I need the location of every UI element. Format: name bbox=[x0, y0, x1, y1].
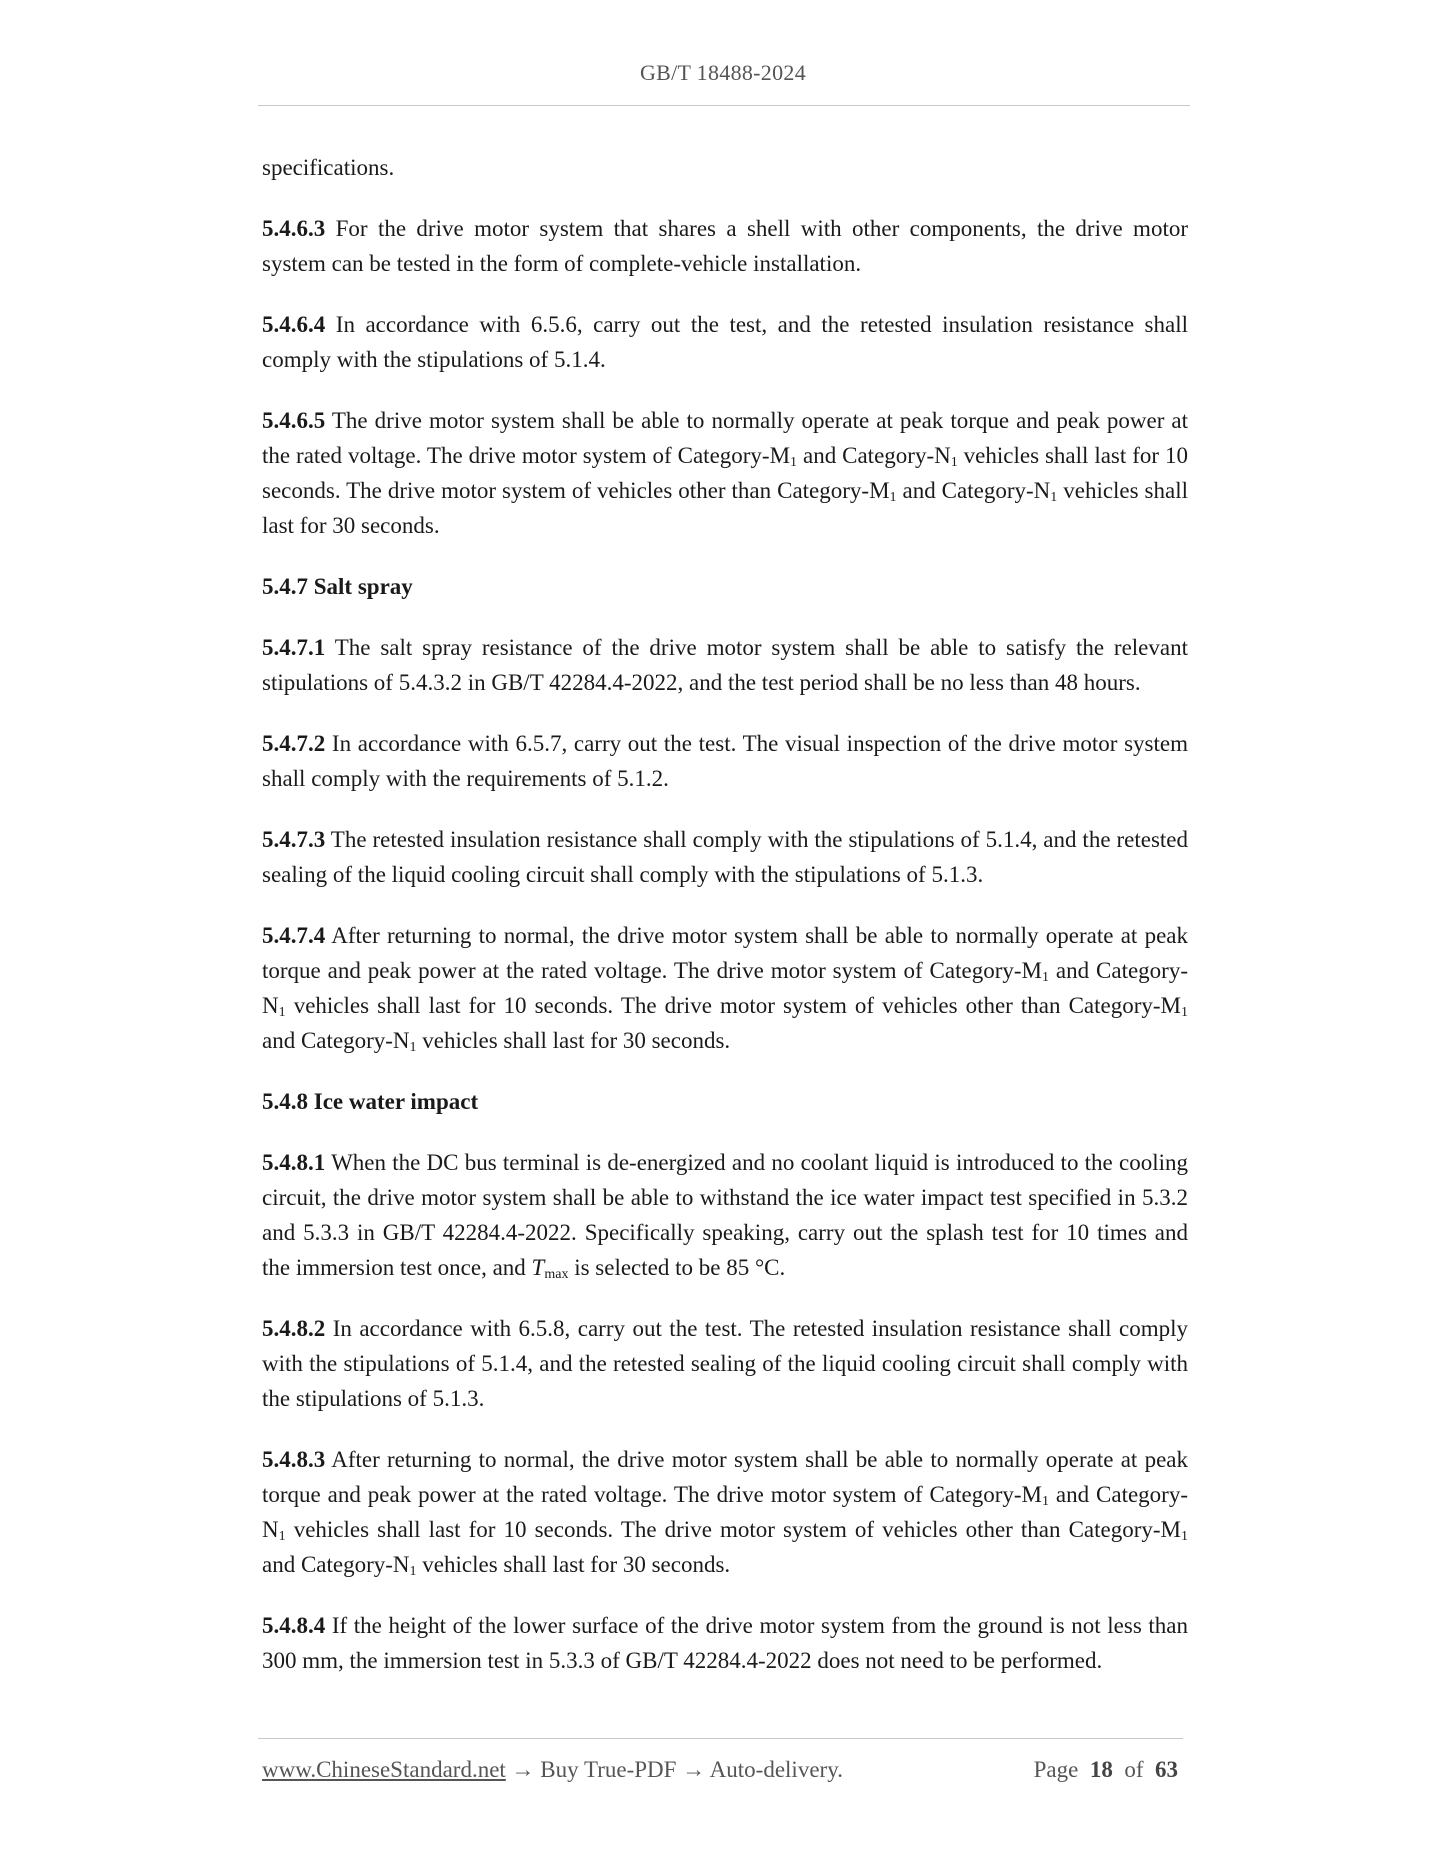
page-footer bbox=[262, 1757, 1182, 1791]
paragraph-continuation: specifications. bbox=[262, 155, 395, 180]
section-heading-salt-spray: 5.4.7 Salt spray bbox=[262, 574, 413, 599]
clause-5-4-8-1: 5.4.8.1 When the DC bus terminal is de-energized and no coolant liquid is introduced to the cooling circuit, the drive motor system shall be able to withstand the ice water impact test specified in 5.3.2 and 5.3.3 in GB/T 42284.4-2022. Specifically speaking, carry out the splash test for 10 times and the immersion test once, and $T_{max}$ is selected to be 85 °C. bbox=[262, 1150, 1188, 1282]
tmax-symbol: T bbox=[531, 1255, 545, 1280]
clause-number: 5.4.7.4 bbox=[262, 923, 326, 948]
clause-text: In accordance with 6.5.7, carry out the test. The visual inspection of the drive motor system shall comply with the requirements of 5.1.2. bbox=[262, 731, 1188, 791]
clause-number: 5.4.8.3 bbox=[262, 1447, 326, 1472]
clause-number: 5.4.6.4 bbox=[262, 312, 326, 337]
clause-text: If the height of the lower surface of the drive motor system from the ground is not less than 300 mm, the immersion test in 5.3.3 of GB/T 42284.4-2022 does not need to be performed. bbox=[262, 1613, 1188, 1673]
clause-text: In accordance with 6.5.8, carry out the test. The retested insulation resistance shall comply with the stipulations of 5.1.4, and the retested sealing of the liquid cooling circuit shall comply with the stipulations of 5.1.3. bbox=[262, 1316, 1188, 1411]
clause-text: The salt spray resistance of the drive motor system shall be able to satisfy the relevant stipulations of 5.4.3.2 in GB/T 42284.4-2022, and the test period shall be no less than 48 hours. bbox=[262, 635, 1188, 695]
clause-number: 5.4.7.2 bbox=[262, 731, 326, 756]
arrow-right-icon: → bbox=[676, 1757, 710, 1782]
page-indicator: Page 18 of 63 bbox=[1033, 1757, 1178, 1782]
section-heading-ice-water-impact: 5.4.8 Ice water impact bbox=[262, 1089, 479, 1114]
clause-text: For the drive motor system that shares a shell with other components, the drive motor system can be tested in the form of complete-vehicle installation. bbox=[262, 216, 1188, 276]
clause-number: 5.4.6.5 bbox=[262, 408, 326, 433]
chinesestandard-link[interactable]: www.ChineseStandard.net bbox=[262, 1757, 506, 1782]
clause-number: 5.4.8.2 bbox=[262, 1316, 326, 1341]
clause-number: 5.4.8.4 bbox=[262, 1613, 326, 1638]
clause-5-4-6-5: 5.4.6.5 The drive motor system shall be able to normally operate at peak torque and peak power at the rated voltage. The drive motor system of Category-$M_1$ and Category-$N_1$ vehicles shall last for 10 seconds. The drive motor system of vehicles other than Category-$M_1$ and Category-$N_1$ vehicles shall last for 30 seconds. bbox=[262, 408, 1189, 538]
clause-number: 5.4.7.3 bbox=[262, 827, 326, 852]
clause-5-4-7-1 bbox=[262, 630, 1188, 700]
clause-5-4-6-3 bbox=[262, 211, 1188, 281]
buy-true-pdf-text: Buy True-PDF bbox=[540, 1757, 677, 1782]
footer-divider bbox=[258, 1738, 1183, 1739]
clause-5-4-8-2 bbox=[262, 1311, 1188, 1416]
clause-number: 5.4.8.1 bbox=[262, 1150, 326, 1175]
header-divider bbox=[258, 105, 1190, 106]
current-page-number: 18 bbox=[1089, 1757, 1113, 1782]
header-title: GB/T 18488-2024 bbox=[639, 60, 807, 85]
clause-5-4-6-4 bbox=[262, 307, 1188, 377]
document-body bbox=[262, 150, 1188, 1704]
clause-text: The retested insulation resistance shall comply with the stipulations of 5.1.4, and the retested sealing of the liquid cooling circuit shall comply with the stipulations of 5.1.3. bbox=[262, 827, 1188, 887]
arrow-right-icon: → bbox=[505, 1757, 541, 1782]
clause-number: 5.4.7.1 bbox=[262, 635, 326, 660]
clause-5-4-7-2 bbox=[262, 726, 1188, 796]
auto-delivery-text: Auto-delivery. bbox=[709, 1757, 843, 1782]
page-header bbox=[258, 60, 1188, 86]
clause-5-4-7-3 bbox=[262, 822, 1188, 892]
clause-number: 5.4.6.3 bbox=[262, 216, 326, 241]
clause-5-4-7-4: 5.4.7.4 After returning to normal, the drive motor system shall be able to normally operate at peak torque and peak power at the rated voltage. The drive motor system of Category-$M_1$ and Category-$N_1$ vehicles shall last for 10 seconds. The drive motor system of vehicles other than Category-$M_1$ and Category-$N_1$ vehicles shall last for 30 seconds. bbox=[262, 923, 1188, 1055]
total-pages-number: 63 bbox=[1155, 1757, 1178, 1782]
clause-5-4-8-3: 5.4.8.3 After returning to normal, the drive motor system shall be able to normally operate at peak torque and peak power at the rated voltage. The drive motor system of Category-$M_1$ and Category-$N_1$ vehicles shall last for 10 seconds. The drive motor system of vehicles other than Category-$M_1$ and Category-$N_1$ vehicles shall last for 30 seconds. bbox=[262, 1447, 1188, 1579]
clause-5-4-8-4 bbox=[262, 1608, 1188, 1678]
clause-text: In accordance with 6.5.6, carry out the test, and the retested insulation resistance shall comply with the stipulations of 5.1.4. bbox=[262, 312, 1188, 372]
